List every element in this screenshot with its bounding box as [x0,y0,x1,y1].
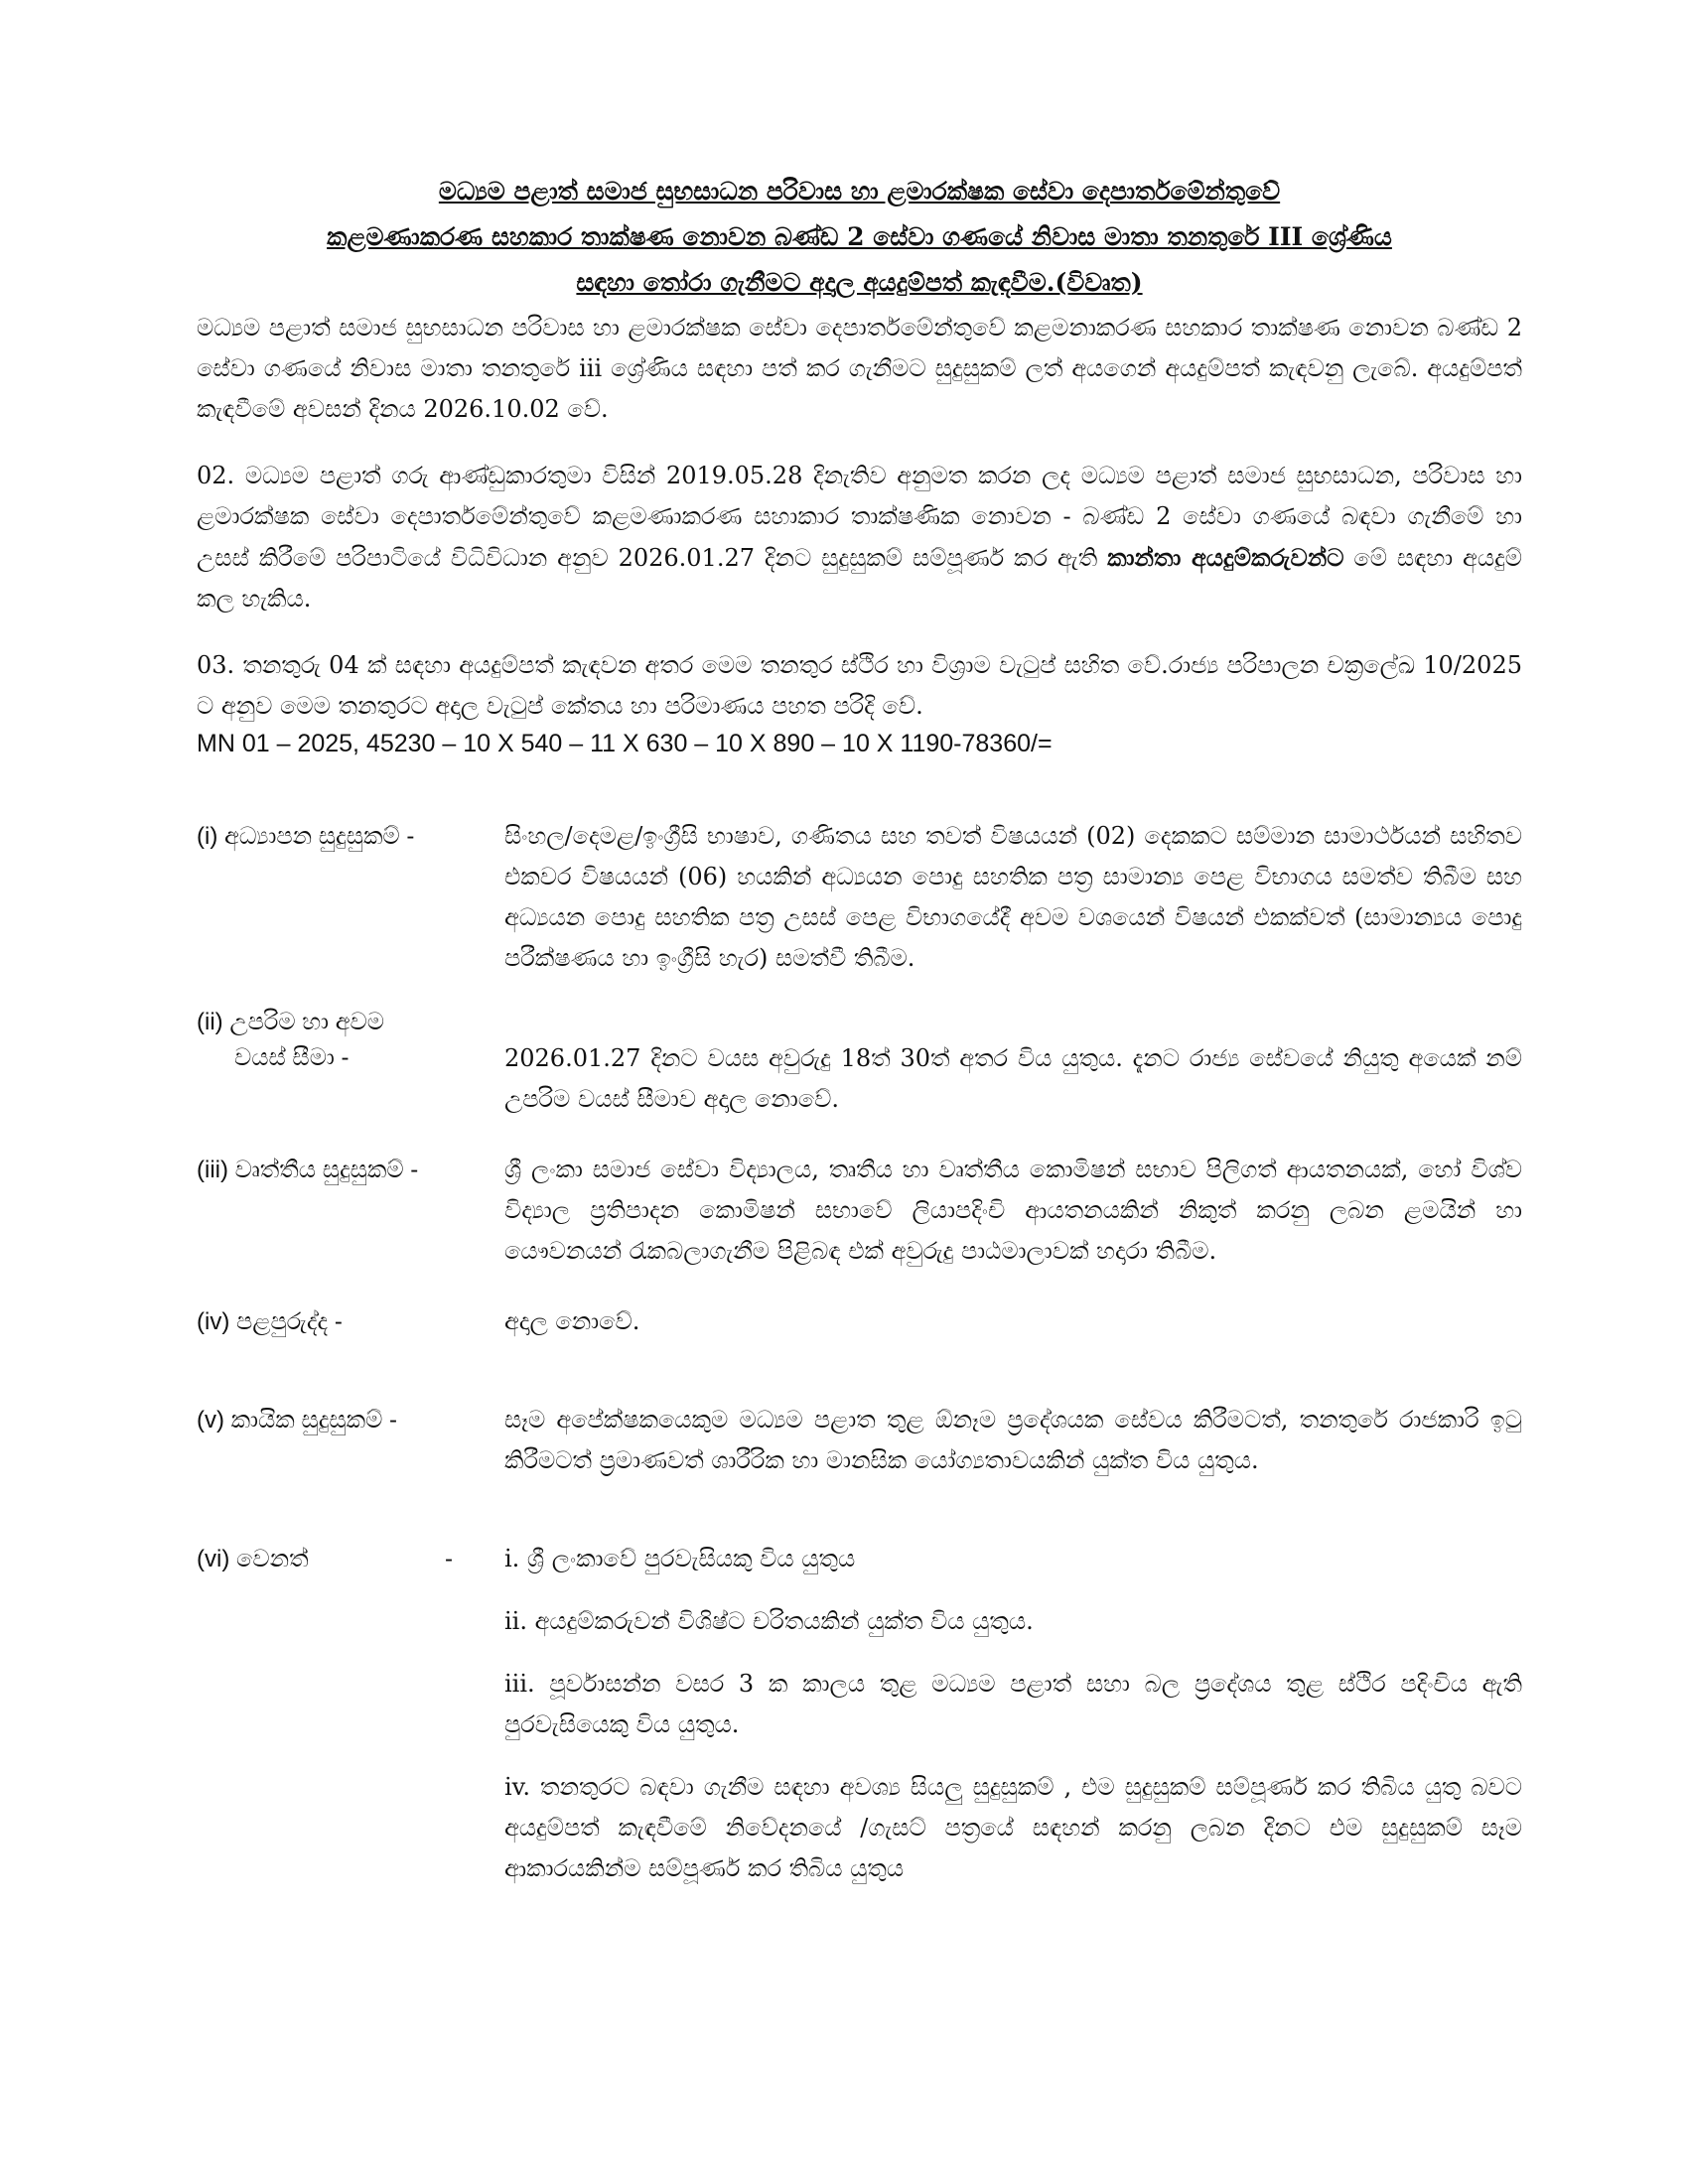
requirement-label [197,1005,504,1076]
requirements-list [197,816,1522,1911]
requirement-text: 2026.01.27 දිනට වයස අවුරුදු 18ත් 30ත් අතර විය යුතුය. දැනට රාජ්‍ය සේවයේ නියුතු අයෙක් නම් උපරිම වයස් සීමාව අදාල නොවේ. [504,1044,1522,1113]
document-page [197,169,1522,1911]
heading-line-1: මධ්‍යම පළාත් සමාජ සුභසාධන පරිවාස හා ළමාරක්ෂක සේවා දෙපාර්තමේන්තුවේ [438,177,1281,205]
paragraph-03: 03. තනතුරු 04 ක් සඳහා අයදුම්පත් කැඳවන අතර මෙම තනතුර ස්ථිර හා විශ්‍රාම වැටුප් සහිත වේ.රාජ්‍ය පරිපාලන චක්‍රලේඛ 10/2025 ට අනුව මෙම තනතුරට අදාල වැටුප් කේතය හා පරිමාණය පහත පරිදි වේ. [197,651,1522,720]
requirement-text: ශ්‍රී ලංකා සමාජ සේවා විද්‍යාලය, තෘතීය හා වෘත්තීය කොමිෂන් සභාව පිලිගත් ආයතනයක්, හෝ විශ්ව විද්‍යාල ප්‍රතිපාදන කොමිෂන් සභාවේ ලියාපදිංචි ආයතනයකින් නිකුත් කරනු ලබන ළමයින් හා යෞවනයන් රැකබලාගැනීම පිළිබඳ එක් අවුරුදු පාඨමාලාවක් හදාරා තිබීම. [504,1156,1522,1265]
requirement-text: සෑම අපේක්ෂකයෙකුම මධ්‍යම පළාත තුළ ඕනෑම ප්‍රදේශයක සේවය කිරීමටත්, තනතුරේ රාජකාරි ඉටු කිරීමටත් ප්‍රමාණවත් ශාරීරික හා මානසික යෝග්‍යතාවයකින් යුක්ත විය යුතුය. [504,1406,1522,1474]
requirement-age [197,1005,1522,1120]
requirement-label-line-1: (ii) උපරිම හා අවම [197,1009,385,1035]
paragraph-02-bold: කාන්තා අයදුම්කරුවන්ට [1107,543,1344,572]
heading-line-3: සඳහා තෝරා ගැනීමට අදාල අයදුම්පත් කැඳවීම.(විවෘත) [576,268,1143,297]
paragraph-02-end: මේ සඳහා අයදුම් කල හැකිය. [197,544,1522,613]
requirement-other [197,1539,1522,1911]
requirement-text: සිංහල/දෙමළ/ඉංග්‍රීසි භාෂාව, ගණිතය සහ තවත් විෂයයන් (02) දෙකකට සම්මාන සාමාර්ථයන් සහිතව එකවර විෂයයන් (06) හයකින් අධ්‍යයන පොදු සහතික පත්‍ර සාමාන්‍ය පෙළ විභාගය සමත්ව තිබීම සහ අධ්‍යයන පොදු සහතික පත්‍ර උසස් පෙළ විභාගයේදී අවම වශයෙන් විෂයන් එකක්වත් (සාමාන්‍යය පොදු පරීක්ෂණය හා ඉංග්‍රීසි හැර) සමත්වී තිබීම. [504,822,1522,972]
requirement-education [197,816,1522,979]
requirement-label: (i) අධ්‍යාපන සුදුසුකම් - [197,823,415,850]
requirement-other-label: (vi) වෙනත් [197,1546,309,1572]
requirement-other-dash: - [445,1546,453,1572]
other-item: ii. අයදුම්කරුවන් විශිෂ්ට චරිතයකින් යුක්ත විය යුතුය. [504,1607,1034,1635]
requirement-label: (iii) වෘත්තීය සුදුසුකම් - [197,1157,419,1183]
other-item: i. ශ්‍රී ලංකාවේ පුරවැසියකු විය යුතුය [504,1545,856,1572]
paragraph-02-text: 02. මධ්‍යම පළාත් ගරු ආණ්ඩුකාරතුමා විසින් 2019.05.28 දිනැතිව අනුමත කරන ලද මධ්‍යම පළාත් සමාජ සුභසාධන, පරිවාස හා ළමාරක්ෂක සේවා දෙපාර්තමේන්තුවේ කළමණාකරණ සහාකාර තාක්ෂණික නොවන - බණ්ඩ 2 සේවා ගණයේ බඳවා ගැනීමේ හා උසස් කිරීමේ පරිපාටියේ විධිවිධාන අනුව 2026.01.27 දිනට සුදුසුකම් සම්පූර්ණ කර ඇති [197,462,1522,572]
intro-paragraph: මධ්‍යම පළාත් සමාජ සුභසාධන පරිවාස හා ළමාරක්ෂක සේවා දෙපාර්තමේන්තුවේ කළමනාකරණ සහකාර තාක්ෂණ නොවන බණ්ඩ 2 සේවා ගණයේ නිවාස මාතා තනතුරේ iii ශ්‍රේණිය සඳහා පත් කර ගැනීමට සුදුසුකම් ලත් අයගෙන් අයදුම්පත් කැඳවනු ලැබේ. අයදුම්පත් කැඳවීමේ අවසන් දිනය 2026.10.02 වේ. [197,314,1522,423]
heading-line-2: කළමණාකරණ සහකාර තාක්ෂණ නොවන බණ්ඩ 2 සේවා ගණයේ නිවාස මාතා තනතුරේ III ශ්‍රේණිය [327,222,1392,251]
salary-scale: MN 01 – 2025, 45230 – 10 X 540 – 11 X 630 – 10 X 890 – 10 X 1190-78360/= [197,730,1053,757]
requirement-label: (iv) පළපුරුද්ද - [197,1308,343,1335]
requirement-label: (v) කායික සුදුසුකම් - [197,1407,398,1433]
requirement-label [197,1539,504,1579]
requirement-vocational [197,1150,1522,1272]
other-item: iv. තනතුරට බඳවා ගැනීම සඳහා අවශ්‍ය සියලු සුදුසුකම් , එම සුදුසුකම් සම්පූර්ණ කර තිබිය යුතු බවට අයදුම්පත් කැඳවීමේ නිවේදනයේ /ගැසට් පත්‍රයේ සඳහන් කරනු ලබන දිනට එම සුදුසුකම් සෑම ආකාරයකින්ම සම්පූර්ණ කර තිබිය යුතුය [504,1773,1522,1882]
requirement-label-line-2: වයස් සීමා - [234,1044,350,1071]
requirement-text: අදාල නොවේ. [504,1307,640,1335]
document-heading [197,169,1522,306]
requirement-physical [197,1400,1522,1481]
requirement-experience [197,1301,1522,1342]
paragraph-02 [197,456,1522,619]
other-item: iii. පූර්වාසන්න වසර 3 ක කාලය තුළ මධ්‍යම පළාත් සහා බල ප්‍රදේශය තුළ ස්ථිර පදිංචිය ඇති පුරවැසියෙකු විය යුතුය. [504,1670,1522,1738]
other-items [504,1539,1522,1911]
